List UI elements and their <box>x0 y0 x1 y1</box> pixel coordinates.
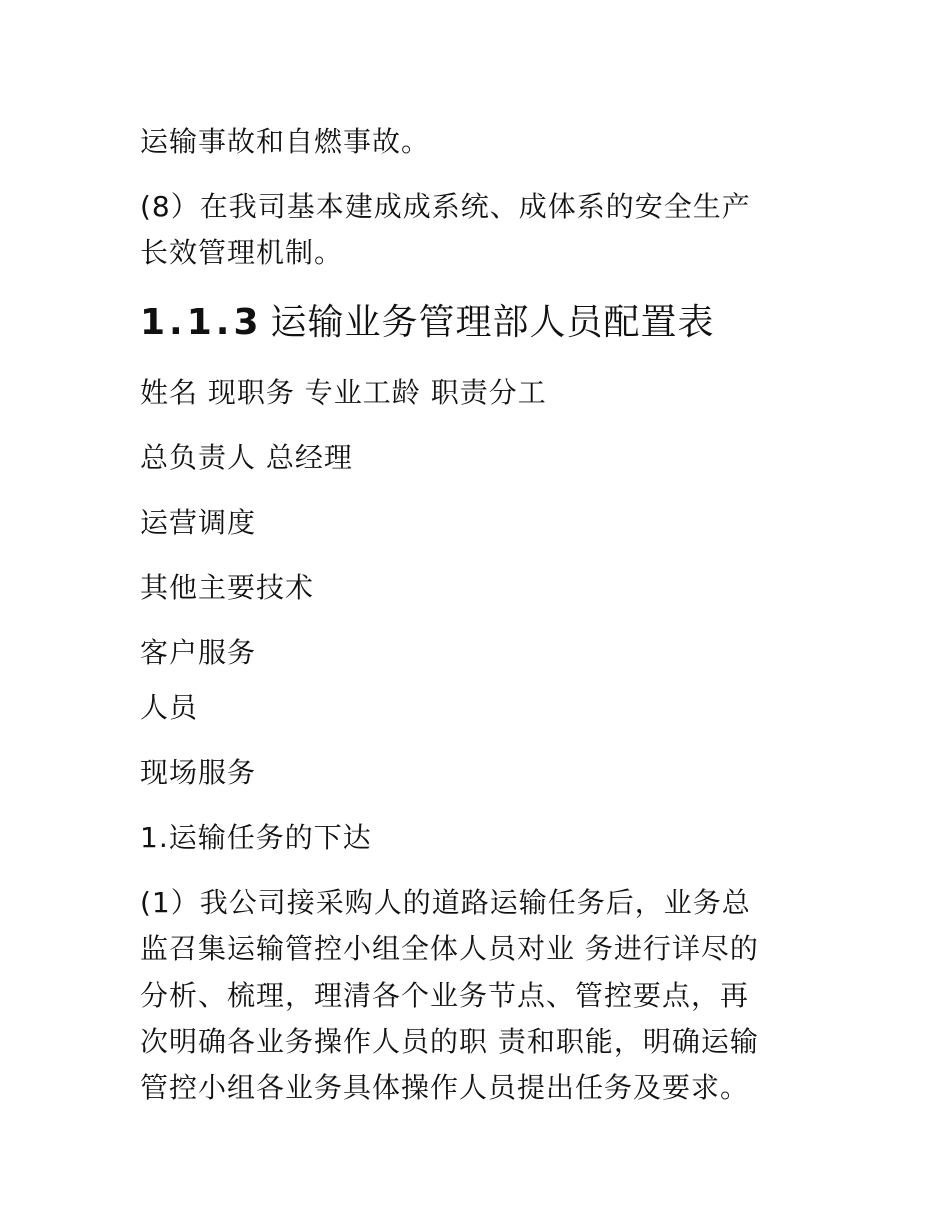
paragraph-line: 监召集运输管控小组全体人员对业 务进行详尽的 <box>140 932 759 965</box>
table-row-customer-2: 人员 <box>140 691 199 724</box>
subheading-task: 1.运输任务的下达 <box>140 821 372 854</box>
paragraph-line: (1）我公司接采购人的道路运输任务后，业务总 <box>140 886 751 919</box>
table-row-customer-1: 客户服务 <box>140 636 257 669</box>
paragraph-line: 管控小组各业务具体操作人员提出任务及要求。 <box>140 1071 750 1104</box>
table-row-general: 总负责人 总经理 <box>140 441 353 474</box>
paragraph-line: 次明确各业务操作人员的职 责和职能，明确运输 <box>140 1025 759 1058</box>
table-header-line: 姓名 现职务 专业工龄 职责分工 <box>140 376 547 409</box>
table-row-tech: 其他主要技术 <box>140 571 315 604</box>
item-8-line-2: 长效管理机制。 <box>140 236 344 269</box>
section-title: 运输业务管理部人员配置表 <box>270 302 715 343</box>
section-number: 1.1.3 <box>140 302 263 343</box>
table-row-dispatch: 运营调度 <box>140 506 257 539</box>
table-row-onsite: 现场服务 <box>140 756 257 789</box>
paragraph-line: 分析、梳理，理清各个业务节点、管控要点，再 <box>140 979 750 1012</box>
section-heading <box>140 298 715 348</box>
item-8-line-1: (8）在我司基本建成成系统、成体系的安全生产 <box>140 190 751 223</box>
intro-line: 运输事故和自燃事故。 <box>140 125 431 158</box>
